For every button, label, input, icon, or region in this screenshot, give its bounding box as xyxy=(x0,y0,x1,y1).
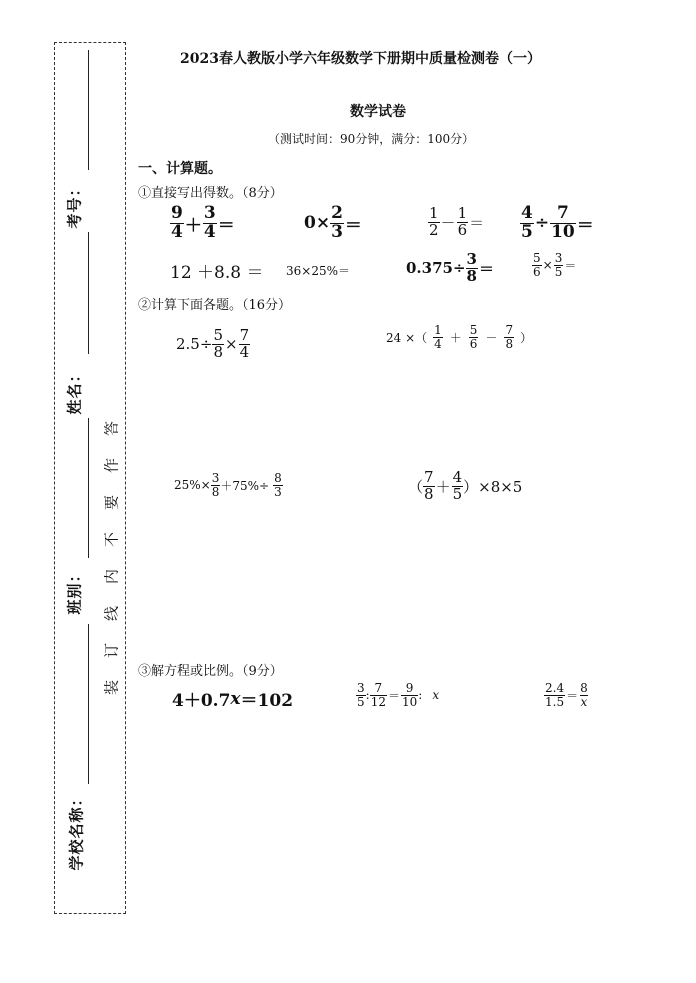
solve-1: 4＋0.7 x ＝102 xyxy=(172,688,294,711)
warning-char: 线 xyxy=(102,606,121,622)
solve-2: $\frac{3}{5}$ : $\frac{7}{12}$ ＝ $\frac{9}{10}$ : x xyxy=(357,681,440,709)
expr-5: 12 ＋8.8 ＝ xyxy=(170,263,264,283)
section-title: 一、计算题。 xyxy=(138,161,222,177)
expr-7: 0.375÷ $\frac{3}{8}$ ＝ xyxy=(406,250,494,285)
warning-char: 答 xyxy=(102,421,121,437)
expr-4: $\frac{4}{5}$ ÷ $\frac{7}{10}$ ＝ xyxy=(521,203,594,242)
page-title: 2023春人教版小学六年级数学下册期中质量检测卷（一） xyxy=(180,51,541,67)
binding-margin xyxy=(54,42,126,914)
part1-label: ①直接写出得数。（8分） xyxy=(138,186,283,201)
expr-8: $\frac{5}{6}$ × $\frac{3}{5}$ ＝ xyxy=(533,251,577,279)
warning-char: 订 xyxy=(102,643,121,659)
calc-2: 24 ×（ $\frac{1}{4}$ ＋ $\frac{5}{6}$ － $\frac{7}{8}$ ） xyxy=(386,323,533,351)
expr-1: $\frac{9}{4}$ ＋ $\frac{3}{4}$ ＝ xyxy=(171,203,235,242)
warning-char: 不 xyxy=(102,532,121,548)
warning-char: 作 xyxy=(102,458,121,474)
xuexiao-label: 学校名称： xyxy=(67,790,86,871)
kaohao-label: 考号： xyxy=(65,180,84,229)
solve-3: $\frac{2.4}{1.5}$ ＝ $\frac{8}{x}$ xyxy=(545,681,588,709)
calc-3: 25%× $\frac{3}{8}$ ＋75%÷ $\frac{8}{3}$ xyxy=(174,471,282,499)
part3-label: ③解方程或比例。（9分） xyxy=(138,664,283,679)
warning-char: 内 xyxy=(102,569,121,585)
expr-3: $\frac{1}{2}$ － $\frac{1}{6}$ ＝ xyxy=(429,204,485,239)
calc-1: 2.5÷ $\frac{5}{8}$ × $\frac{7}{4}$ xyxy=(176,326,250,361)
xuexiao-line xyxy=(88,624,89,784)
warning-char: 要 xyxy=(102,495,121,511)
expr-6: 36×25%＝ xyxy=(286,264,350,278)
exam-note: （测试时间：90分钟，满分：100分） xyxy=(268,132,475,146)
exam-subtitle: 数学试卷 xyxy=(350,104,406,120)
banbie-label: 班别： xyxy=(65,566,84,615)
banbie-line xyxy=(88,418,89,558)
part2-label: ②计算下面各题。（16分） xyxy=(138,298,292,313)
expr-2: 0× $\frac{2}{3}$ ＝ xyxy=(304,203,362,242)
calc-4: （ $\frac{7}{8}$ ＋ $\frac{4}{5}$ ）×8×5 xyxy=(408,468,523,503)
xingming-label: 姓名： xyxy=(65,366,84,415)
warning-char: 装 xyxy=(102,680,121,696)
xingming-line xyxy=(88,232,89,354)
kaohao-line xyxy=(88,50,89,170)
